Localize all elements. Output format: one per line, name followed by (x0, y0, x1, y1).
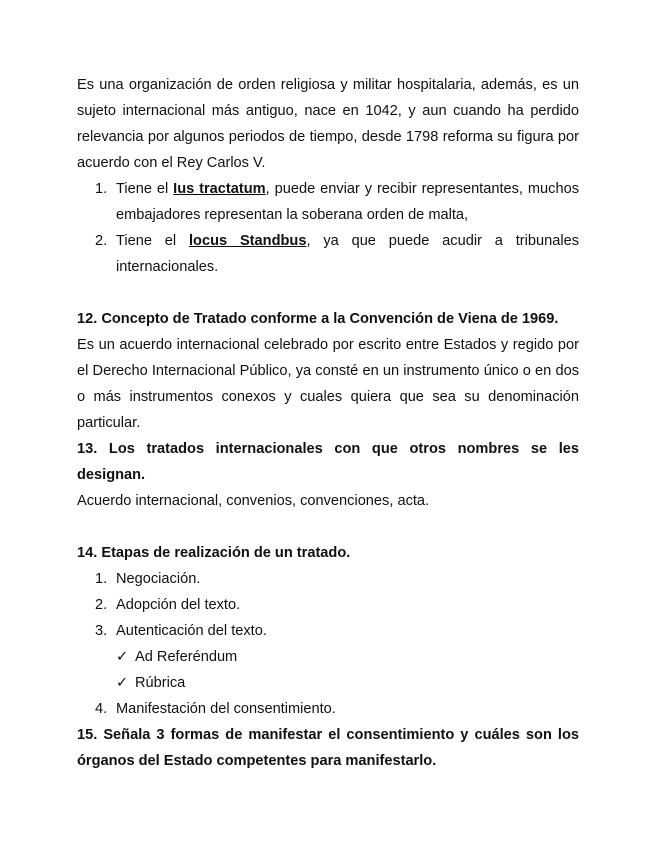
list-item (77, 592, 579, 618)
item-text-after: , puede enviar y recibir representantes, muchos embajadores representan la soberana orden de malta, (116, 181, 579, 223)
section-14-heading: 14. Etapas de realización de un tratado. (77, 545, 351, 561)
list-number: 3. (95, 623, 108, 639)
item-text-after: , ya que puede acudir a tribunales internacionales. (116, 233, 579, 275)
intro-paragraph: Es una organización de orden religiosa y militar hospitalaria, además, es un sujeto internacional más antiguo, nace en 1042, y aun cuando ha perdido relevancia por algunos periodos de tiempo, desde 1798 reforma su figura por acuerdo con el Rey Carlos V. (77, 77, 579, 171)
checklist-item (77, 644, 579, 670)
section-14-sublist (77, 644, 579, 696)
section-13-body: Acuerdo internacional, convenios, convenciones, acta. (77, 493, 430, 509)
list-item (77, 618, 579, 644)
section-15-heading: 15. Señala 3 formas de manifestar el consentimiento y cuáles son los órganos del Estado competentes para manifestarlo. (77, 727, 579, 769)
section-14-list (77, 566, 579, 644)
term-ius-tractatum: Ius tractatum (173, 181, 266, 197)
list-item (77, 176, 579, 228)
list-item (77, 566, 579, 592)
document-page (77, 72, 579, 774)
term-locus-standbus: locus Standbus (189, 233, 307, 249)
list-number: 4. (95, 701, 108, 717)
list-item (77, 228, 579, 280)
item-text-before: Tiene el (116, 181, 174, 197)
list-item-text: Adopción del texto. (116, 597, 241, 613)
checkmark-icon: ✓ (116, 675, 129, 691)
item-text-before: Tiene el (116, 233, 189, 249)
list-number: 1. (95, 181, 108, 197)
section-12-body: Es un acuerdo internacional celebrado por escrito entre Estados y regido por el Derecho Internacional Público, ya consté en un instrumento único o en dos o más instrumentos conexos y cuales quiera que sea su denominación particular. (77, 337, 579, 431)
list-item-text: Negociación. (116, 571, 201, 587)
checklist-item (77, 670, 579, 696)
list-item-text: Manifestación del consentimiento. (116, 701, 336, 717)
section-13-heading: 13. Los tratados internacionales con que otros nombres se les designan. (77, 441, 579, 483)
spacer (77, 514, 579, 540)
list-number: 2. (95, 597, 108, 613)
checklist-item-text: Rúbrica (135, 675, 186, 691)
list-number: 1. (95, 571, 108, 587)
section-12-heading: 12. Concepto de Tratado conforme a la Convención de Viena de 1969. (77, 311, 559, 327)
checkmark-icon: ✓ (116, 649, 129, 665)
list-item (77, 696, 579, 722)
section-14-list-continued (77, 696, 579, 722)
spacer (77, 280, 579, 306)
list-number: 2. (95, 233, 108, 249)
intro-list (77, 176, 579, 280)
checklist-item-text: Ad Referéndum (135, 649, 238, 665)
list-item-text: Autenticación del texto. (116, 623, 267, 639)
